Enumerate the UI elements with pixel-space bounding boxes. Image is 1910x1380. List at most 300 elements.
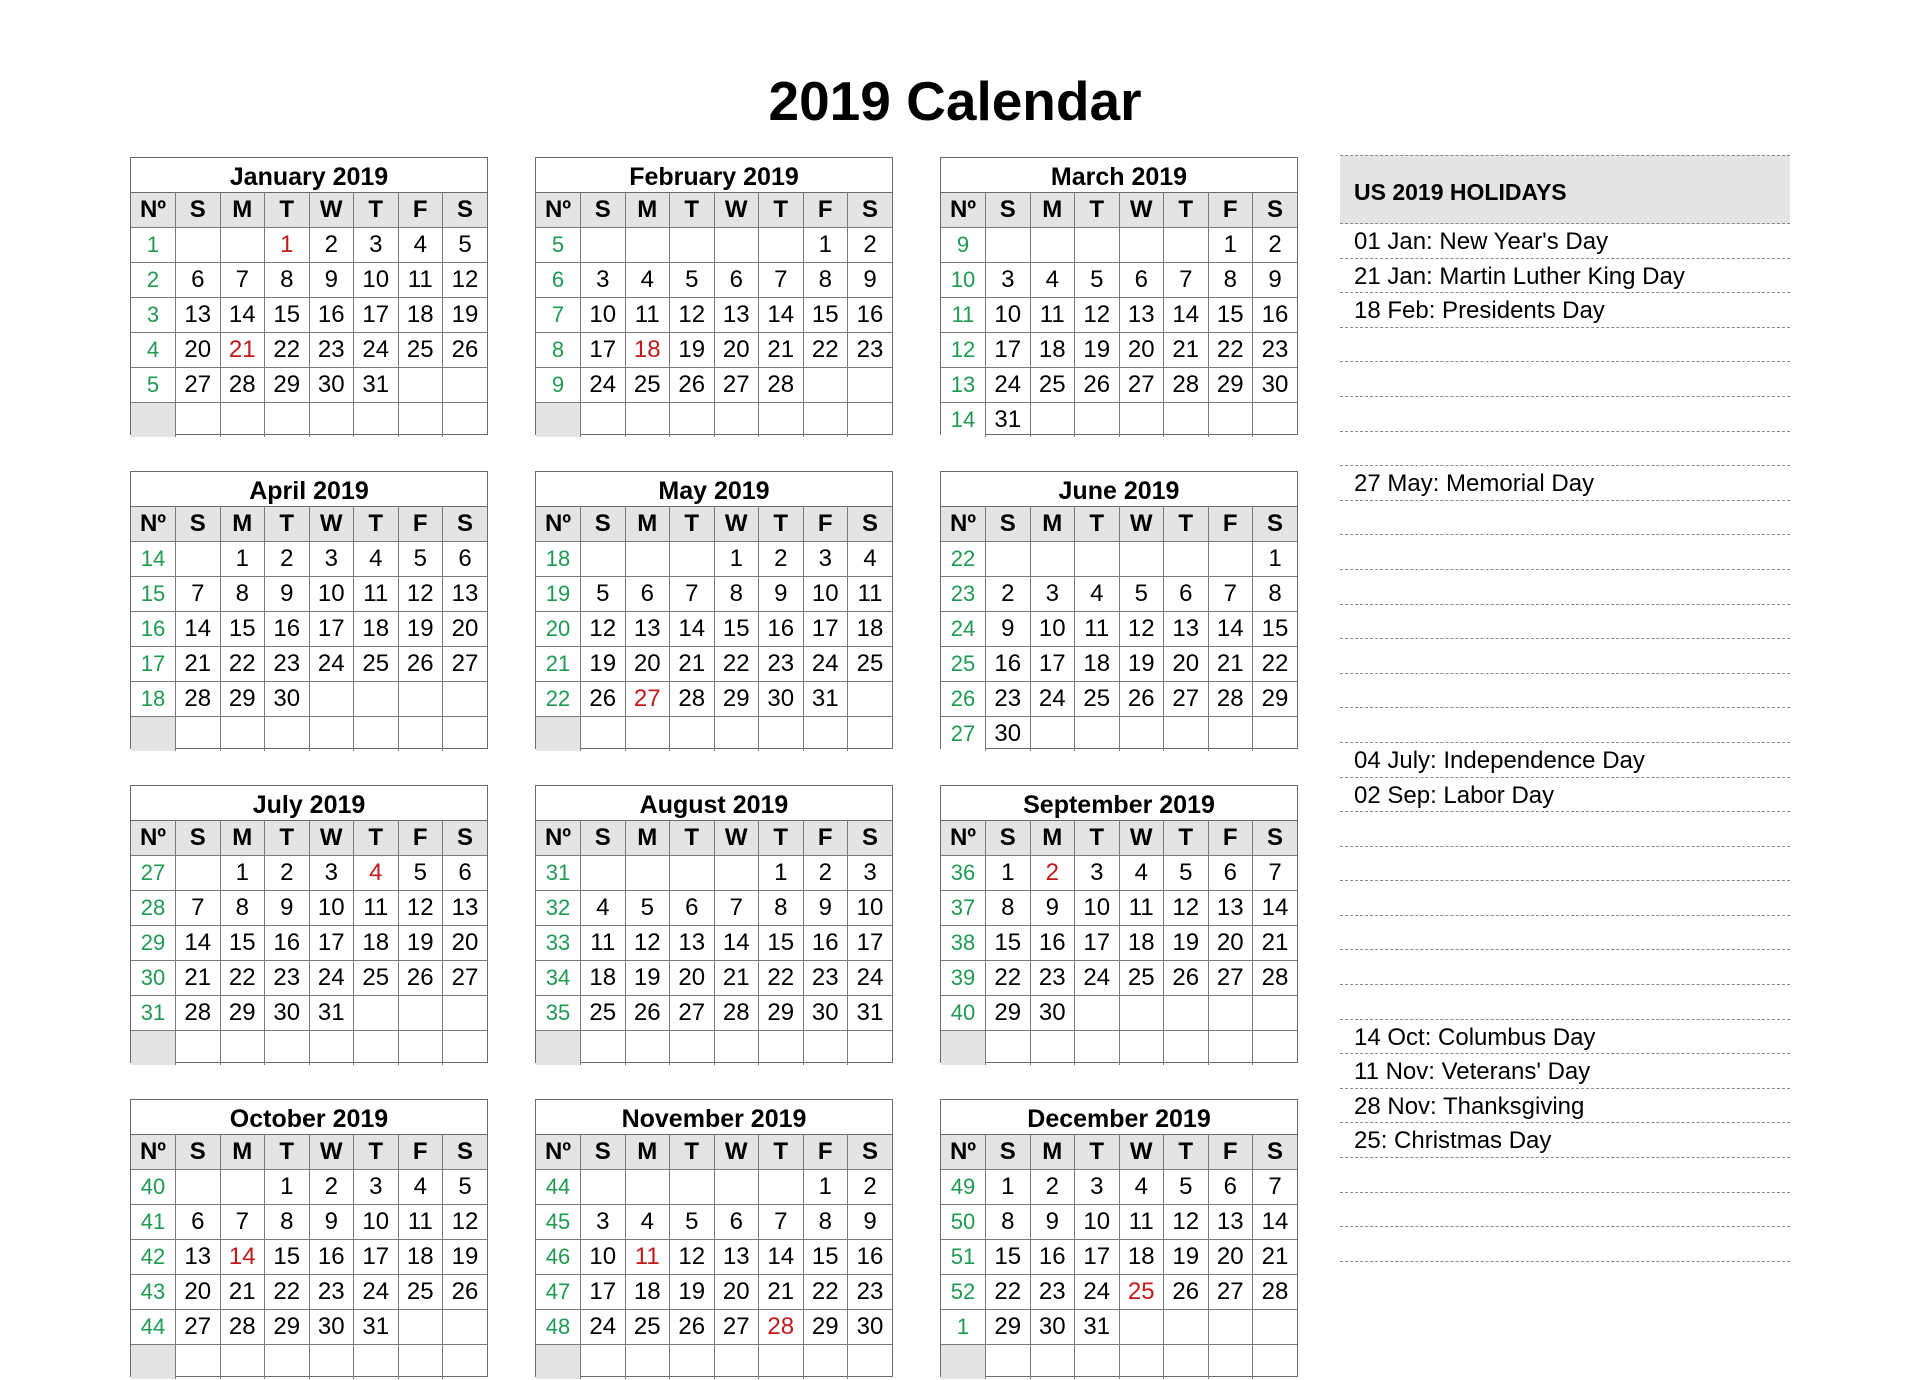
week-row (131, 926, 487, 961)
day-cell: 10 (803, 577, 848, 612)
empty-day-cell (1030, 228, 1075, 263)
month-grid (941, 192, 1297, 437)
day-cell: 2 (1030, 1170, 1075, 1205)
holiday-day-cell: 27 (625, 682, 670, 717)
day-cell: 10 (1075, 1205, 1120, 1240)
empty-day-cell (1075, 403, 1120, 438)
empty-day-cell (309, 1345, 354, 1380)
day-cell: 14 (1253, 1205, 1298, 1240)
empty-day-cell (759, 1345, 804, 1380)
weekday-header: S (848, 193, 893, 228)
weekday-header: T (265, 1135, 310, 1170)
week-number: 27 (131, 856, 176, 891)
week-row (536, 577, 892, 612)
week-number (941, 1031, 986, 1066)
day-cell: 23 (848, 1275, 893, 1310)
week-number: 30 (131, 961, 176, 996)
day-cell: 30 (309, 1310, 354, 1345)
day-cell: 5 (581, 577, 626, 612)
day-cell: 2 (265, 856, 310, 891)
week-row (131, 1310, 487, 1345)
day-cell: 13 (714, 298, 759, 333)
weekday-header-row (941, 193, 1297, 228)
day-cell: 24 (309, 647, 354, 682)
day-cell: 29 (1208, 368, 1253, 403)
day-cell: 15 (803, 298, 848, 333)
day-cell: 11 (1119, 1205, 1164, 1240)
day-cell: 4 (398, 1170, 443, 1205)
empty-day-cell (670, 403, 715, 438)
empty-day-cell (1164, 403, 1209, 438)
day-cell: 3 (1075, 1170, 1120, 1205)
day-cell: 13 (176, 1240, 221, 1275)
week-number: 48 (536, 1310, 581, 1345)
day-cell: 3 (986, 263, 1031, 298)
month-grid (536, 506, 892, 751)
week-number-header: Nº (131, 193, 176, 228)
day-cell: 8 (1253, 577, 1298, 612)
empty-day-cell (714, 1031, 759, 1066)
empty-day-cell (759, 1031, 804, 1066)
holiday-blank-line (1340, 570, 1790, 605)
month-title: April 2019 (249, 477, 369, 505)
weekday-header: M (220, 821, 265, 856)
weekday-header: F (803, 507, 848, 542)
week-number: 25 (941, 647, 986, 682)
week-row (941, 1240, 1297, 1275)
weekday-header: T (265, 193, 310, 228)
week-row (941, 1031, 1297, 1066)
day-cell: 15 (714, 612, 759, 647)
weekday-header: F (803, 821, 848, 856)
empty-day-cell (1075, 228, 1120, 263)
empty-day-cell (1208, 996, 1253, 1031)
day-cell: 6 (1164, 577, 1209, 612)
month-calendar (940, 785, 1298, 1063)
day-cell: 6 (176, 1205, 221, 1240)
day-cell: 10 (986, 298, 1031, 333)
day-cell: 27 (714, 368, 759, 403)
day-cell: 13 (1208, 891, 1253, 926)
weekday-header: S (443, 821, 488, 856)
day-cell: 23 (265, 961, 310, 996)
day-cell: 13 (176, 298, 221, 333)
weekday-header-row (941, 1135, 1297, 1170)
day-cell: 1 (220, 542, 265, 577)
day-cell: 29 (986, 1310, 1031, 1345)
day-cell: 3 (803, 542, 848, 577)
month-calendar (130, 1099, 488, 1377)
day-cell: 19 (443, 1240, 488, 1275)
day-cell: 28 (220, 368, 265, 403)
day-cell: 28 (759, 368, 804, 403)
weekday-header: S (848, 507, 893, 542)
day-cell: 18 (1119, 1240, 1164, 1275)
week-number: 44 (536, 1170, 581, 1205)
day-cell: 27 (1208, 1275, 1253, 1310)
day-cell: 15 (220, 612, 265, 647)
day-cell: 10 (1030, 612, 1075, 647)
day-cell: 18 (1030, 333, 1075, 368)
day-cell: 30 (265, 996, 310, 1031)
day-cell: 6 (625, 577, 670, 612)
day-cell: 8 (220, 577, 265, 612)
week-row (536, 682, 892, 717)
week-number: 34 (536, 961, 581, 996)
month-calendar (535, 157, 893, 435)
day-cell: 30 (759, 682, 804, 717)
empty-day-cell (848, 1031, 893, 1066)
day-cell: 9 (803, 891, 848, 926)
weekday-header: T (354, 193, 399, 228)
empty-day-cell (1030, 1031, 1075, 1066)
day-cell: 18 (354, 612, 399, 647)
empty-day-cell (1208, 1345, 1253, 1380)
empty-day-cell (581, 1345, 626, 1380)
empty-day-cell (1208, 403, 1253, 438)
day-cell: 5 (1075, 263, 1120, 298)
day-cell: 6 (443, 542, 488, 577)
week-number-header: Nº (536, 507, 581, 542)
day-cell: 7 (220, 1205, 265, 1240)
weekday-header: T (670, 193, 715, 228)
week-row (536, 1345, 892, 1380)
week-number: 6 (536, 263, 581, 298)
day-cell: 22 (1208, 333, 1253, 368)
day-cell: 22 (265, 333, 310, 368)
day-cell: 6 (1119, 263, 1164, 298)
day-cell: 8 (265, 1205, 310, 1240)
weekday-header: S (443, 507, 488, 542)
weekday-header: T (670, 507, 715, 542)
empty-day-cell (803, 1031, 848, 1066)
day-cell: 10 (1075, 891, 1120, 926)
week-number-header: Nº (941, 193, 986, 228)
weekday-header: F (398, 1135, 443, 1170)
day-cell: 20 (1164, 647, 1209, 682)
day-cell: 15 (759, 926, 804, 961)
week-row (131, 1031, 487, 1066)
weekday-header: T (759, 507, 804, 542)
day-cell: 14 (1164, 298, 1209, 333)
day-cell: 23 (1030, 961, 1075, 996)
week-row (536, 298, 892, 333)
day-cell: 17 (1075, 926, 1120, 961)
day-cell: 12 (1075, 298, 1120, 333)
week-row (131, 682, 487, 717)
weekday-header: T (354, 1135, 399, 1170)
week-number: 46 (536, 1240, 581, 1275)
day-cell: 14 (176, 612, 221, 647)
weekday-header: T (265, 821, 310, 856)
weekday-header: W (1119, 821, 1164, 856)
day-cell: 22 (220, 647, 265, 682)
day-cell: 5 (1164, 856, 1209, 891)
empty-day-cell (1208, 1310, 1253, 1345)
week-number: 5 (131, 368, 176, 403)
day-cell: 2 (803, 856, 848, 891)
holiday-day-cell: 28 (759, 1310, 804, 1345)
day-cell: 16 (309, 1240, 354, 1275)
day-cell: 17 (986, 333, 1031, 368)
day-cell: 31 (1075, 1310, 1120, 1345)
day-cell: 20 (443, 612, 488, 647)
day-cell: 22 (803, 333, 848, 368)
weekday-header: W (1119, 1135, 1164, 1170)
day-cell: 26 (625, 996, 670, 1031)
day-cell: 22 (759, 961, 804, 996)
day-cell: 8 (803, 1205, 848, 1240)
week-row (941, 856, 1297, 891)
day-cell: 17 (309, 926, 354, 961)
weekday-header: W (714, 507, 759, 542)
day-cell: 2 (759, 542, 804, 577)
holiday-blank-line (1340, 605, 1790, 640)
empty-day-cell (1030, 717, 1075, 752)
day-cell: 2 (309, 1170, 354, 1205)
day-cell: 11 (1030, 298, 1075, 333)
week-number (131, 717, 176, 752)
day-cell: 7 (714, 891, 759, 926)
day-cell: 31 (803, 682, 848, 717)
month-calendar (535, 1099, 893, 1377)
day-cell: 26 (1119, 682, 1164, 717)
empty-day-cell (670, 1031, 715, 1066)
day-cell: 14 (714, 926, 759, 961)
day-cell: 11 (625, 298, 670, 333)
week-number: 21 (536, 647, 581, 682)
empty-day-cell (309, 403, 354, 438)
weekday-header: S (581, 821, 626, 856)
day-cell: 20 (714, 1275, 759, 1310)
day-cell: 28 (1208, 682, 1253, 717)
week-number: 31 (536, 856, 581, 891)
week-row (131, 961, 487, 996)
week-row (941, 368, 1297, 403)
day-cell: 25 (1075, 682, 1120, 717)
empty-day-cell (1119, 1345, 1164, 1380)
day-cell: 8 (714, 577, 759, 612)
week-number (131, 1031, 176, 1066)
day-cell: 9 (759, 577, 804, 612)
day-cell: 7 (220, 263, 265, 298)
day-cell: 7 (1208, 577, 1253, 612)
day-cell: 1 (714, 542, 759, 577)
day-cell: 25 (848, 647, 893, 682)
day-cell: 9 (265, 577, 310, 612)
day-cell: 25 (398, 1275, 443, 1310)
holiday-blank-line (1340, 916, 1790, 951)
day-cell: 5 (398, 856, 443, 891)
week-number: 4 (131, 333, 176, 368)
day-cell: 22 (714, 647, 759, 682)
day-cell: 3 (309, 856, 354, 891)
day-cell: 9 (1030, 1205, 1075, 1240)
day-cell: 4 (1119, 856, 1164, 891)
day-cell: 22 (803, 1275, 848, 1310)
week-row (536, 961, 892, 996)
month-title: February 2019 (629, 163, 799, 191)
day-cell: 13 (443, 577, 488, 612)
day-cell: 20 (1208, 926, 1253, 961)
empty-day-cell (803, 1345, 848, 1380)
empty-day-cell (670, 1345, 715, 1380)
empty-day-cell (803, 403, 848, 438)
weekday-header: S (581, 507, 626, 542)
weekday-header: T (1164, 1135, 1209, 1170)
empty-day-cell (443, 717, 488, 752)
day-cell: 16 (265, 612, 310, 647)
day-cell: 9 (986, 612, 1031, 647)
day-cell: 1 (803, 228, 848, 263)
week-row (536, 647, 892, 682)
holiday-entry: 27 May: Memorial Day (1340, 466, 1790, 501)
day-cell: 19 (1119, 647, 1164, 682)
week-number: 11 (941, 298, 986, 333)
week-row (536, 996, 892, 1031)
empty-day-cell (1075, 1031, 1120, 1066)
week-number: 5 (536, 228, 581, 263)
day-cell: 22 (986, 1275, 1031, 1310)
weekday-header: F (398, 193, 443, 228)
day-cell: 29 (1253, 682, 1298, 717)
weekday-header: M (1030, 507, 1075, 542)
day-cell: 24 (354, 333, 399, 368)
day-cell: 8 (1208, 263, 1253, 298)
day-cell: 7 (670, 577, 715, 612)
weekday-header-row (941, 507, 1297, 542)
empty-day-cell (1030, 1345, 1075, 1380)
week-number: 1 (941, 1310, 986, 1345)
week-number: 51 (941, 1240, 986, 1275)
week-row (941, 403, 1297, 438)
empty-day-cell (1119, 542, 1164, 577)
week-number (941, 1345, 986, 1380)
weekday-header: T (759, 1135, 804, 1170)
empty-day-cell (220, 403, 265, 438)
week-number: 3 (131, 298, 176, 333)
day-cell: 8 (759, 891, 804, 926)
day-cell: 18 (354, 926, 399, 961)
week-row (131, 1205, 487, 1240)
day-cell: 21 (220, 1275, 265, 1310)
day-cell: 9 (848, 263, 893, 298)
week-number: 14 (941, 403, 986, 438)
day-cell: 26 (443, 333, 488, 368)
day-cell: 2 (309, 228, 354, 263)
day-cell: 23 (309, 1275, 354, 1310)
weekday-header: W (309, 507, 354, 542)
day-cell: 26 (443, 1275, 488, 1310)
weekday-header: S (1253, 193, 1298, 228)
day-cell: 17 (848, 926, 893, 961)
weekday-header: S (986, 193, 1031, 228)
empty-day-cell (759, 1170, 804, 1205)
day-cell: 24 (309, 961, 354, 996)
day-cell: 11 (354, 891, 399, 926)
day-cell: 8 (265, 263, 310, 298)
day-cell: 23 (803, 961, 848, 996)
day-cell: 29 (265, 1310, 310, 1345)
day-cell: 13 (1164, 612, 1209, 647)
day-cell: 8 (803, 263, 848, 298)
empty-day-cell (443, 1031, 488, 1066)
day-cell: 12 (625, 926, 670, 961)
day-cell: 26 (581, 682, 626, 717)
empty-day-cell (220, 228, 265, 263)
day-cell: 7 (1253, 1170, 1298, 1205)
day-cell: 9 (309, 263, 354, 298)
day-cell: 18 (625, 1275, 670, 1310)
day-cell: 16 (986, 647, 1031, 682)
month-title: September 2019 (1023, 791, 1215, 819)
day-cell: 4 (625, 1205, 670, 1240)
week-row (941, 1275, 1297, 1310)
week-row (941, 1205, 1297, 1240)
day-cell: 29 (759, 996, 804, 1031)
holiday-blank-line (1340, 1193, 1790, 1228)
empty-day-cell (443, 996, 488, 1031)
empty-day-cell (1030, 403, 1075, 438)
empty-day-cell (1164, 228, 1209, 263)
day-cell: 12 (1119, 612, 1164, 647)
day-cell: 6 (1208, 1170, 1253, 1205)
day-cell: 25 (1030, 368, 1075, 403)
week-number: 36 (941, 856, 986, 891)
day-cell: 2 (986, 577, 1031, 612)
empty-day-cell (265, 1345, 310, 1380)
weekday-header-row (536, 507, 892, 542)
week-row (536, 856, 892, 891)
day-cell: 3 (1075, 856, 1120, 891)
week-number: 39 (941, 961, 986, 996)
day-cell: 18 (398, 298, 443, 333)
empty-day-cell (443, 1345, 488, 1380)
empty-day-cell (625, 1031, 670, 1066)
week-number: 40 (941, 996, 986, 1031)
day-cell: 7 (176, 577, 221, 612)
day-cell: 17 (581, 333, 626, 368)
week-number: 44 (131, 1310, 176, 1345)
holiday-blank-line (1340, 847, 1790, 882)
empty-day-cell (265, 1031, 310, 1066)
day-cell: 24 (1075, 1275, 1120, 1310)
day-cell: 17 (354, 298, 399, 333)
empty-day-cell (759, 403, 804, 438)
day-cell: 16 (848, 298, 893, 333)
empty-day-cell (443, 368, 488, 403)
holiday-blank-line (1340, 674, 1790, 709)
weekday-header: F (398, 821, 443, 856)
week-number: 13 (941, 368, 986, 403)
day-cell: 21 (759, 1275, 804, 1310)
empty-day-cell (714, 1170, 759, 1205)
day-cell: 9 (309, 1205, 354, 1240)
day-cell: 16 (759, 612, 804, 647)
day-cell: 12 (581, 612, 626, 647)
holiday-entry: 02 Sep: Labor Day (1340, 778, 1790, 813)
week-row (131, 263, 487, 298)
day-cell: 18 (398, 1240, 443, 1275)
empty-day-cell (848, 717, 893, 752)
day-cell: 28 (176, 996, 221, 1031)
week-row (536, 403, 892, 438)
day-cell: 6 (1208, 856, 1253, 891)
day-cell: 30 (803, 996, 848, 1031)
empty-day-cell (354, 1031, 399, 1066)
day-cell: 19 (1164, 1240, 1209, 1275)
weekday-header: T (1164, 821, 1209, 856)
